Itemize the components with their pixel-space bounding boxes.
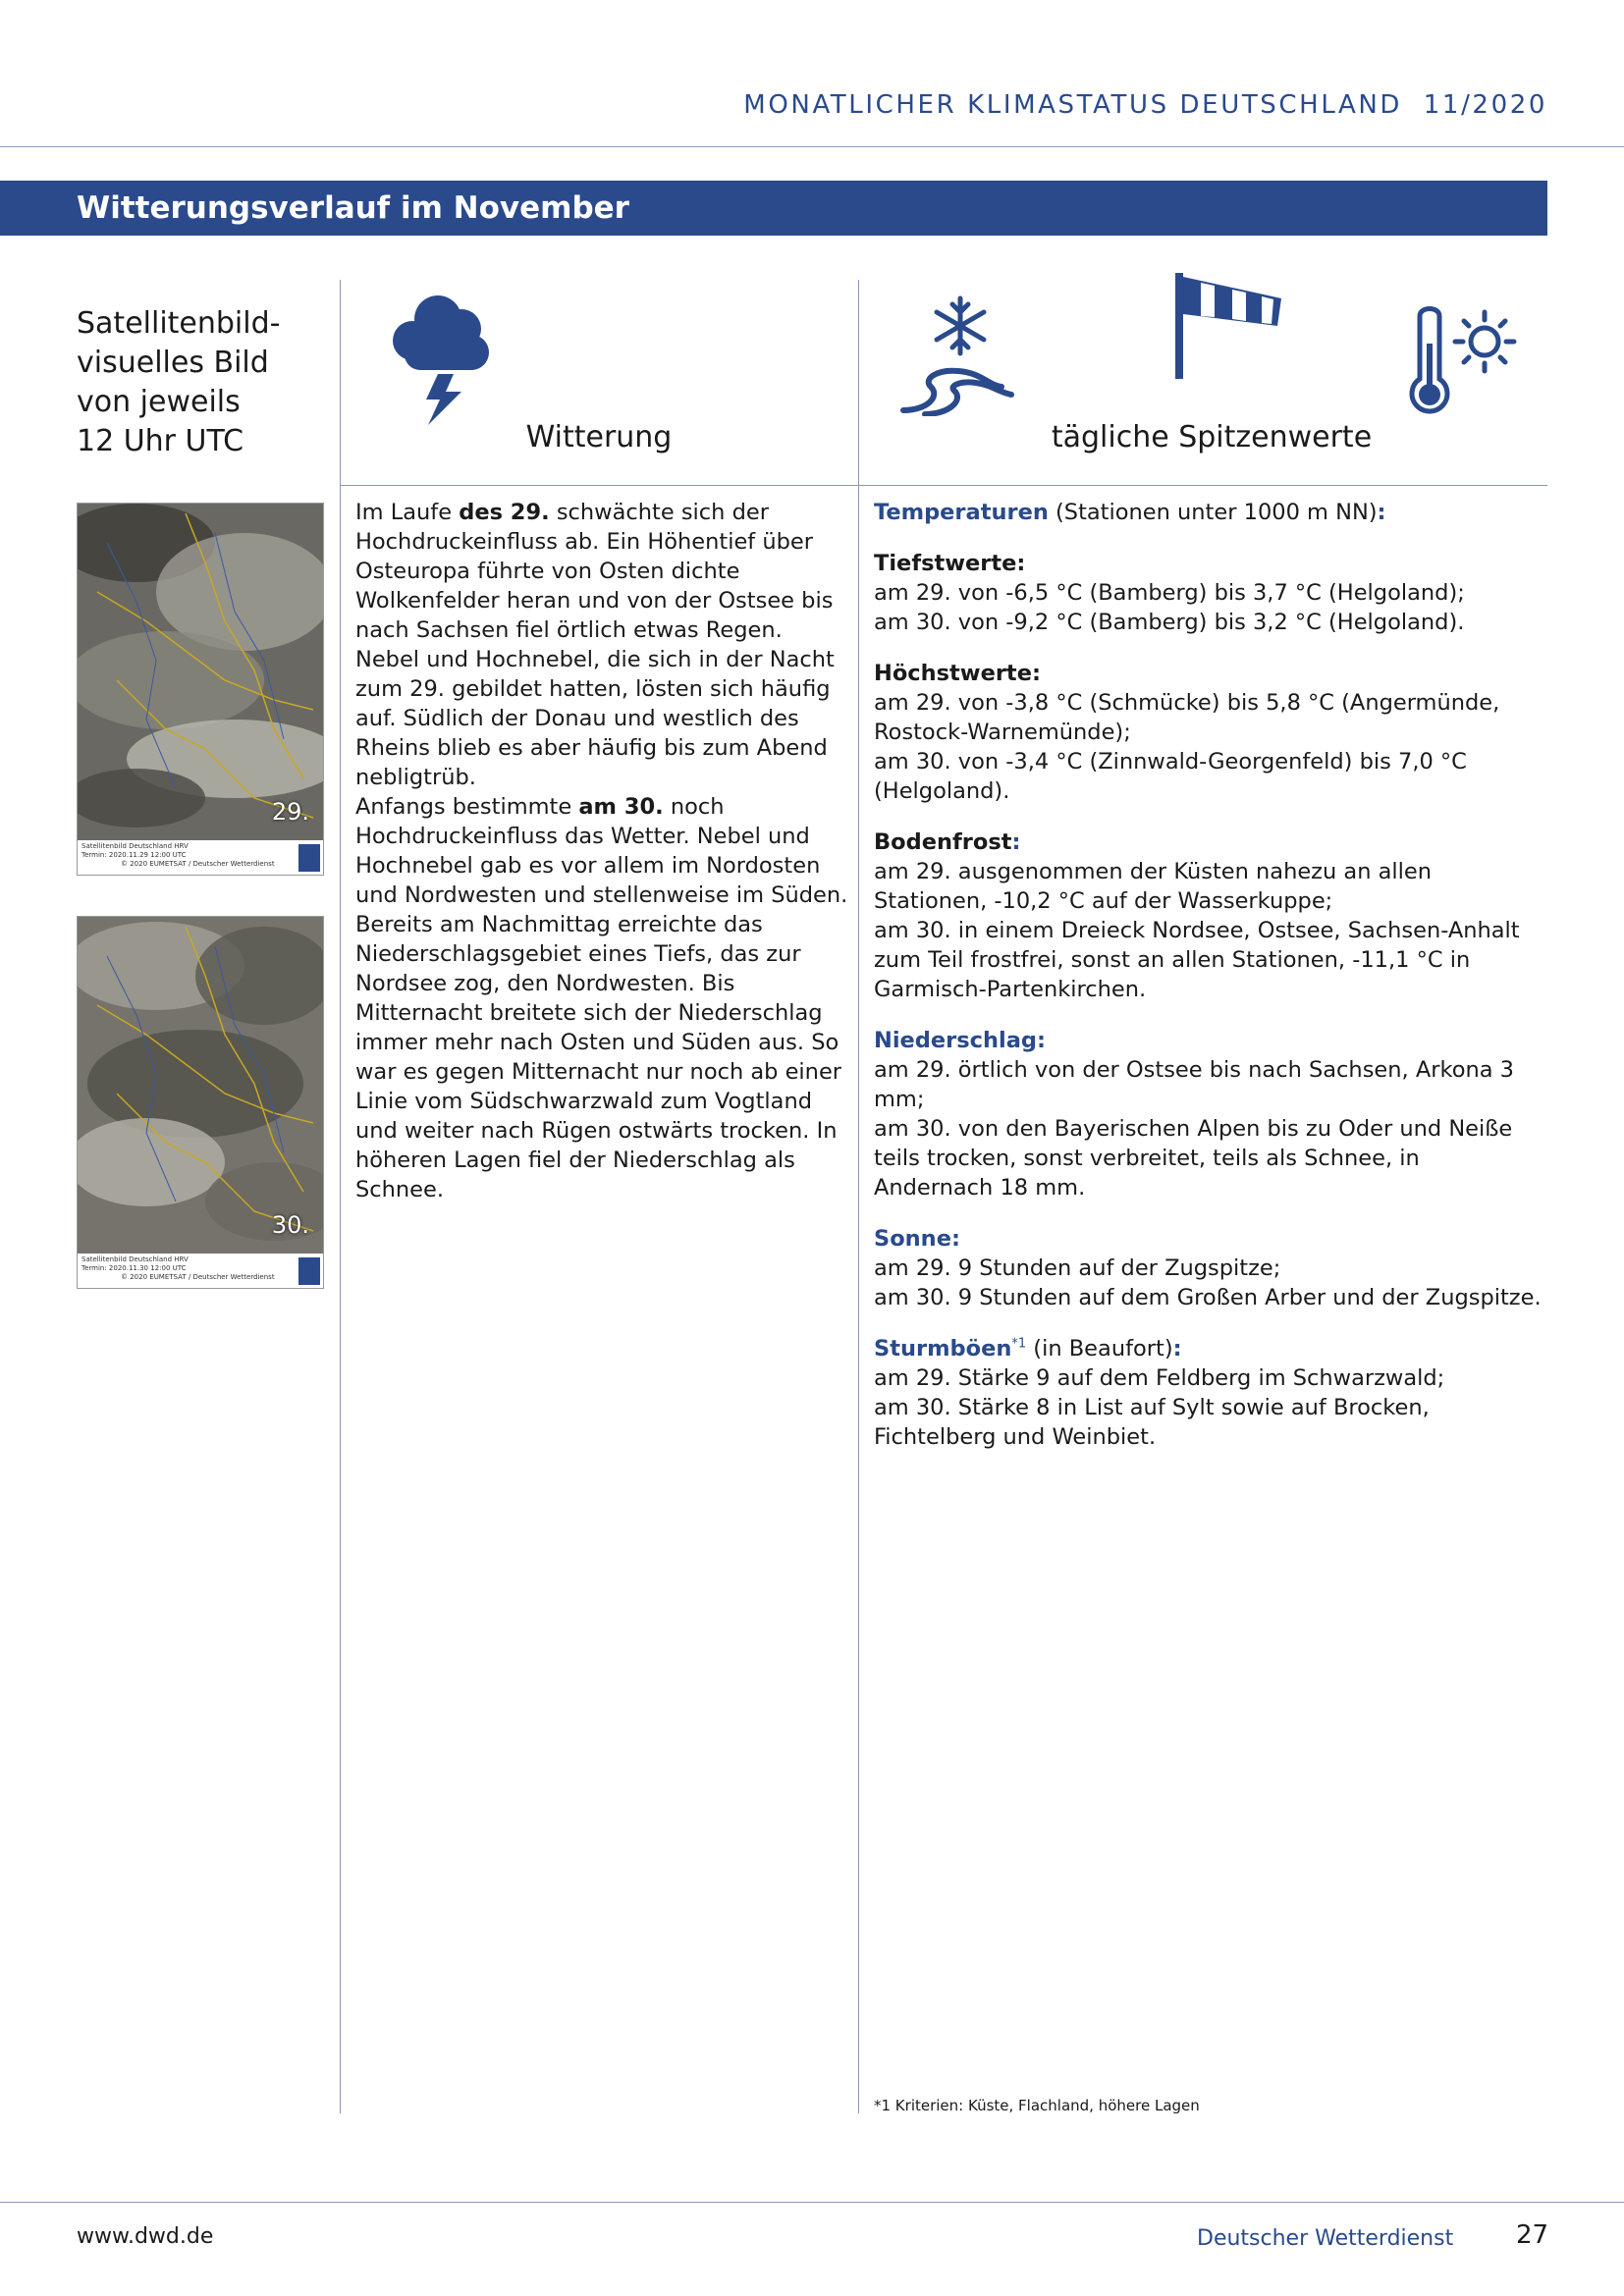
gusts-line: am 29. Stärke 9 auf dem Feldberg im Schwarzwald;	[874, 1365, 1445, 1391]
gusts-heading-row	[874, 1334, 1542, 1363]
precipitation-line: am 30. von den Bayerischen Alpen bis zu Oder und Neiße teils trocken, sonst verbreitet, teils als Schnee, in Andernach 18 mm.	[874, 1116, 1513, 1201]
ground-frost-heading: Bodenfrost	[874, 829, 1012, 855]
header-title: MONATLICHER KLIMASTATUS DEUTSCHLAND 11/2020	[743, 90, 1547, 120]
satellite-map-image	[78, 504, 324, 842]
header-rule	[0, 146, 1624, 147]
ground-frost-heading-row	[874, 828, 1542, 857]
bold-date: des 29.	[459, 500, 550, 525]
footnote-marker: *1	[1011, 1336, 1027, 1352]
gusts-heading: Sturmböen	[874, 1336, 1012, 1362]
bold-date: am 30.	[578, 794, 664, 820]
min-values-block	[874, 549, 1542, 637]
max-values-heading: Höchstwerte:	[874, 661, 1041, 686]
thunder-cloud-icon	[391, 290, 491, 425]
precipitation-line: am 29. örtlich von der Ostsee bis nach Sachsen, Arkona 3 mm;	[874, 1057, 1514, 1112]
satellite-day-label: 29.	[271, 798, 309, 826]
footer-organization: Deutscher Wetterdienst	[1197, 2226, 1454, 2251]
weather-column-header: Witterung	[525, 420, 673, 454]
caption-line: Satellitenbild Deutschland HRV	[81, 842, 189, 850]
precipitation-block	[874, 1026, 1542, 1202]
sunshine-line: am 29. 9 Stunden auf der Zugspitze;	[874, 1255, 1281, 1281]
satellite-header-line-1: Satellitenbild-	[77, 306, 281, 341]
min-value-line: am 30. von -9,2 °C (Bamberg) bis 3,2 °C (Helgoland).	[874, 610, 1465, 635]
sunshine-heading: Sonne:	[874, 1226, 960, 1252]
satellite-caption	[78, 1254, 324, 1288]
gusts-line: am 30. Stärke 8 in List auf Sylt sowie auf Brocken, Fichtelberg und Weinbiet.	[874, 1395, 1430, 1450]
text-span: noch Hochdruckeinfluss das Wetter. Nebel und Hochnebel gab es vor allem im Nordosten und Nordwesten und stellenweise im Süden. Bereits am Nachmittag erreichte das Niederschlagsgebiet eines Tiefs, das zur Nordsee zog, den Nordwesten. Bis Mitternacht breitete sich der Niederschlag immer mehr nach Osten und Süden aus. So war es gegen Mitternacht nur noch ab einer Linie vom Südschwarzwald zum Vogtland und weiter nach Rügen ostwärts trocken. In höheren Lagen fiel der Niederschlag als Schnee.	[355, 794, 848, 1202]
text-span: Im Laufe	[355, 500, 460, 525]
ground-frost-block	[874, 828, 1542, 1004]
colon: :	[1377, 500, 1386, 525]
text-span: Anfangs bestimmte	[355, 794, 579, 820]
footer-rule	[0, 2202, 1624, 2203]
page-number: 27	[1516, 2220, 1549, 2250]
temperature-block	[874, 498, 1542, 527]
windsock-icon	[1171, 271, 1287, 379]
satellite-header-line-3: von jeweils	[77, 385, 241, 419]
peak-values-column-header: tägliche Spitzenwerte	[1051, 420, 1373, 454]
caption-line: Satellitenbild Deutschland HRV	[81, 1255, 189, 1263]
temperature-heading: Temperaturen	[874, 500, 1049, 525]
header-row-rule	[340, 485, 1547, 486]
satellite-header-line-2: visuelles Bild	[77, 346, 269, 380]
satellite-day-label: 30.	[271, 1211, 309, 1239]
temperature-note: (Stationen unter 1000 m NN)	[1048, 500, 1378, 525]
satellite-image-29	[77, 503, 324, 876]
min-value-line: am 29. von -6,5 °C (Bamberg) bis 3,7 °C (Helgoland);	[874, 580, 1465, 606]
caption-line: Termin: 2020.11.30 12:00 UTC	[81, 1264, 187, 1272]
footnote: *1 Kriterien: Küste, Flachland, höhere Lagen	[874, 2097, 1200, 2114]
satellite-header-line-4: 12 Uhr UTC	[77, 424, 244, 458]
max-value-line: am 30. von -3,4 °C (Zinnwald-Georgenfeld) bis 7,0 °C (Helgoland).	[874, 749, 1467, 804]
column-divider-2	[858, 280, 859, 2113]
weather-description	[355, 498, 848, 1204]
footer-url-link[interactable]: www.dwd.de	[77, 2224, 214, 2249]
sunshine-block	[874, 1224, 1542, 1312]
min-values-heading: Tiefstwerte:	[874, 551, 1026, 576]
colon: :	[1172, 1336, 1182, 1362]
snowflake-road-icon	[897, 294, 1015, 416]
satellite-image-30	[77, 916, 324, 1289]
dwd-logo	[298, 1257, 320, 1285]
satellite-column-header	[77, 304, 332, 461]
column-divider-1	[340, 280, 341, 2113]
weather-paragraph-30	[355, 792, 848, 1204]
caption-line: Termin: 2020.11.29 12:00 UTC	[81, 851, 187, 859]
gusts-note: (in Beaufort)	[1026, 1336, 1173, 1362]
caption-line: © 2020 EUMETSAT / Deutscher Wetterdienst	[121, 1273, 275, 1281]
satellite-map-image	[78, 917, 324, 1255]
ground-frost-line: am 29. ausgenommen der Küsten nahezu an allen Stationen, -10,2 °C auf der Wasserkuppe;	[874, 859, 1432, 914]
max-values-block	[874, 659, 1542, 806]
text-span: schwächte sich der Hochdruckeinfluss ab. Ein Höhentief über Osteuropa führte von Osten dichte Wolkenfelder heran und von der Ostsee bis nach Sachsen fiel örtlich etwas Regen. Nebel und Hochnebel, die sich in der Nacht zum 29. gebildet hatten, lösten sich häufig auf. Südlich der Donau und westlich des Rheins blieb es aber häufig bis zum Abend nebligtrüb.	[355, 500, 835, 790]
peak-values	[874, 498, 1542, 1473]
dwd-logo	[298, 844, 320, 872]
colon: :	[1011, 829, 1021, 855]
max-value-line: am 29. von -3,8 °C (Schmücke) bis 5,8 °C (Angermünde, Rostock-Warnemünde);	[874, 690, 1500, 745]
gusts-block	[874, 1334, 1542, 1452]
satellite-caption	[78, 840, 324, 875]
sunshine-line: am 30. 9 Stunden auf dem Großen Arber und der Zugspitze.	[874, 1285, 1542, 1310]
weather-paragraph-29	[355, 498, 848, 792]
section-title: Witterungsverlauf im November	[0, 181, 1547, 236]
thermometer-sun-icon	[1398, 304, 1520, 418]
ground-frost-line: am 30. in einem Dreieck Nordsee, Ostsee, Sachsen-Anhalt zum Teil frostfrei, sonst an allen Stationen, -11,1 °C in Garmisch-Partenkirchen.	[874, 918, 1520, 1002]
precipitation-heading: Niederschlag:	[874, 1028, 1047, 1053]
caption-line: © 2020 EUMETSAT / Deutscher Wetterdienst	[121, 860, 275, 868]
